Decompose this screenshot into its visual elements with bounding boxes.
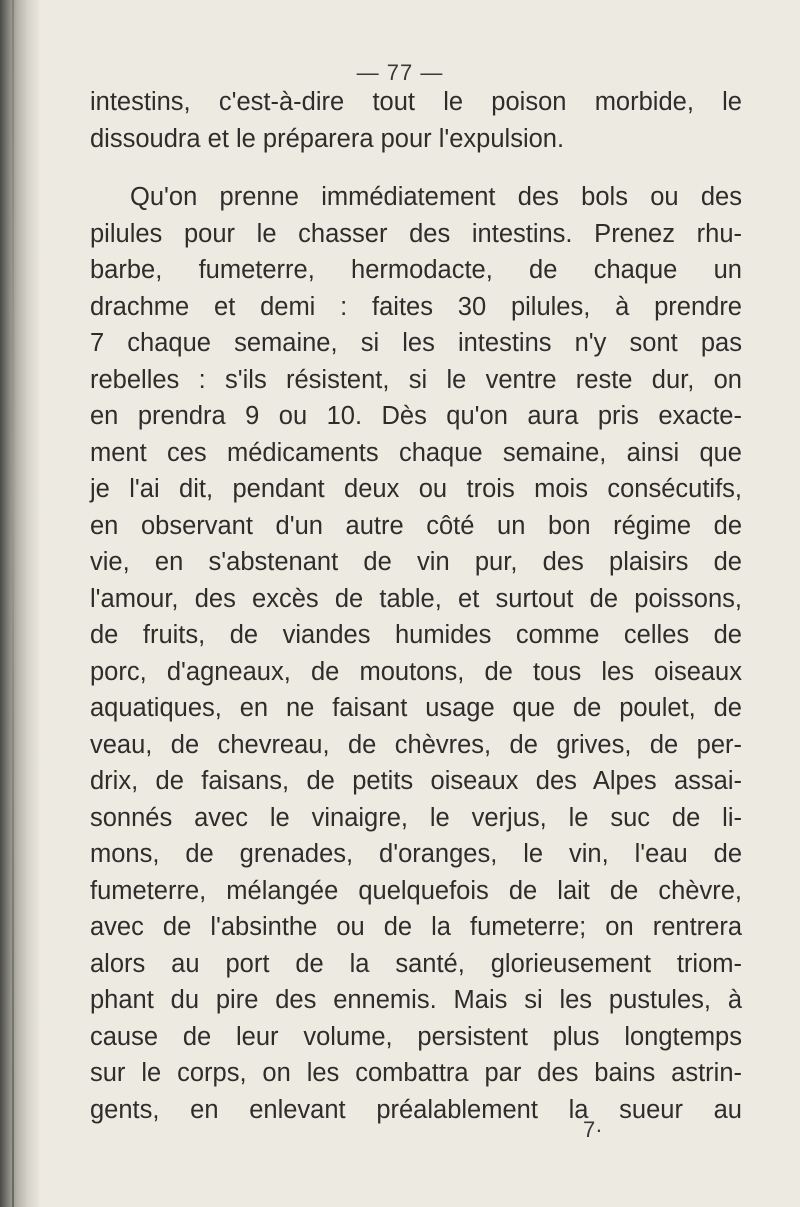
text-line: de fruits, de viandes humides comme celles de xyxy=(90,621,742,649)
text-line: alors au port de la santé, glorieusement triom- xyxy=(90,949,742,978)
page-number: — 77 — xyxy=(356,60,444,85)
text-line: cause de leur volume, persistent plus longtemps xyxy=(90,1022,742,1051)
text-line: l'amour, des excès de table, et surtout de poissons, xyxy=(90,584,742,613)
paragraph-2 xyxy=(90,179,742,1128)
text-line: pilules pour le chasser des intestins. Prenez rhu- xyxy=(90,219,742,248)
binding-edge xyxy=(12,0,14,1207)
text-line: ment ces médicaments chaque semaine, ainsi que xyxy=(90,438,742,467)
text-line: rebelles : s'ils résistent, si le ventre reste dur, on xyxy=(90,365,742,394)
text-line: drix, de faisans, de petits oiseaux des Alpes assai- xyxy=(90,767,742,795)
binding-gutter xyxy=(0,0,40,1207)
text-line: barbe, fumeterre, hermodacte, de chaque un xyxy=(90,256,742,284)
text-line: 7 chaque semaine, si les intestins n'y sont pas xyxy=(90,329,742,357)
paragraph-1 xyxy=(90,84,742,157)
text-line: aquatiques, en ne faisant usage que de poulet, de xyxy=(90,694,742,722)
text-line: mons, de grenades, d'oranges, le vin, l'eau de xyxy=(90,840,742,868)
text-line: gents, en enlevant préalablement la sueur au xyxy=(90,1095,742,1124)
text-line: je l'ai dit, pendant deux ou trois mois consécutifs, xyxy=(90,475,742,503)
text-line: vie, en s'abstenant de vin pur, des plaisirs de xyxy=(90,548,742,576)
text-line: sonnés avec le vinaigre, le verjus, le suc de li- xyxy=(90,803,742,832)
text-line: avec de l'absinthe ou de la fumeterre; on rentrera xyxy=(90,913,742,941)
text-line: phant du pire des ennemis. Mais si les pustules, à xyxy=(90,986,742,1014)
text-line: Qu'on prenne immédiatement des bols ou des xyxy=(130,183,742,211)
text-line: sur le corps, on les combattra par des bains astrin- xyxy=(90,1059,742,1087)
text-line: fumeterre, mélangée quelquefois de lait de chèvre, xyxy=(90,876,742,905)
signature-mark: 7· xyxy=(583,1117,603,1142)
text-line: intestins, c'est-à-dire tout le poison morbide, le xyxy=(90,88,742,116)
text-line: en prendra 9 ou 10. Dès qu'on aura pris exacte- xyxy=(90,402,742,430)
body-text xyxy=(90,84,742,1128)
text-line: en observant d'un autre côté un bon régime de xyxy=(90,511,742,540)
text-line: porc, d'agneaux, de moutons, de tous les oiseaux xyxy=(90,657,742,686)
text-line: dissoudra et le préparera pour l'expulsion. xyxy=(90,124,565,153)
text-line: drachme et demi : faites 30 pilules, à prendre xyxy=(90,292,742,321)
text-line: veau, de chevreau, de chèvres, de grives, de per- xyxy=(90,730,742,759)
